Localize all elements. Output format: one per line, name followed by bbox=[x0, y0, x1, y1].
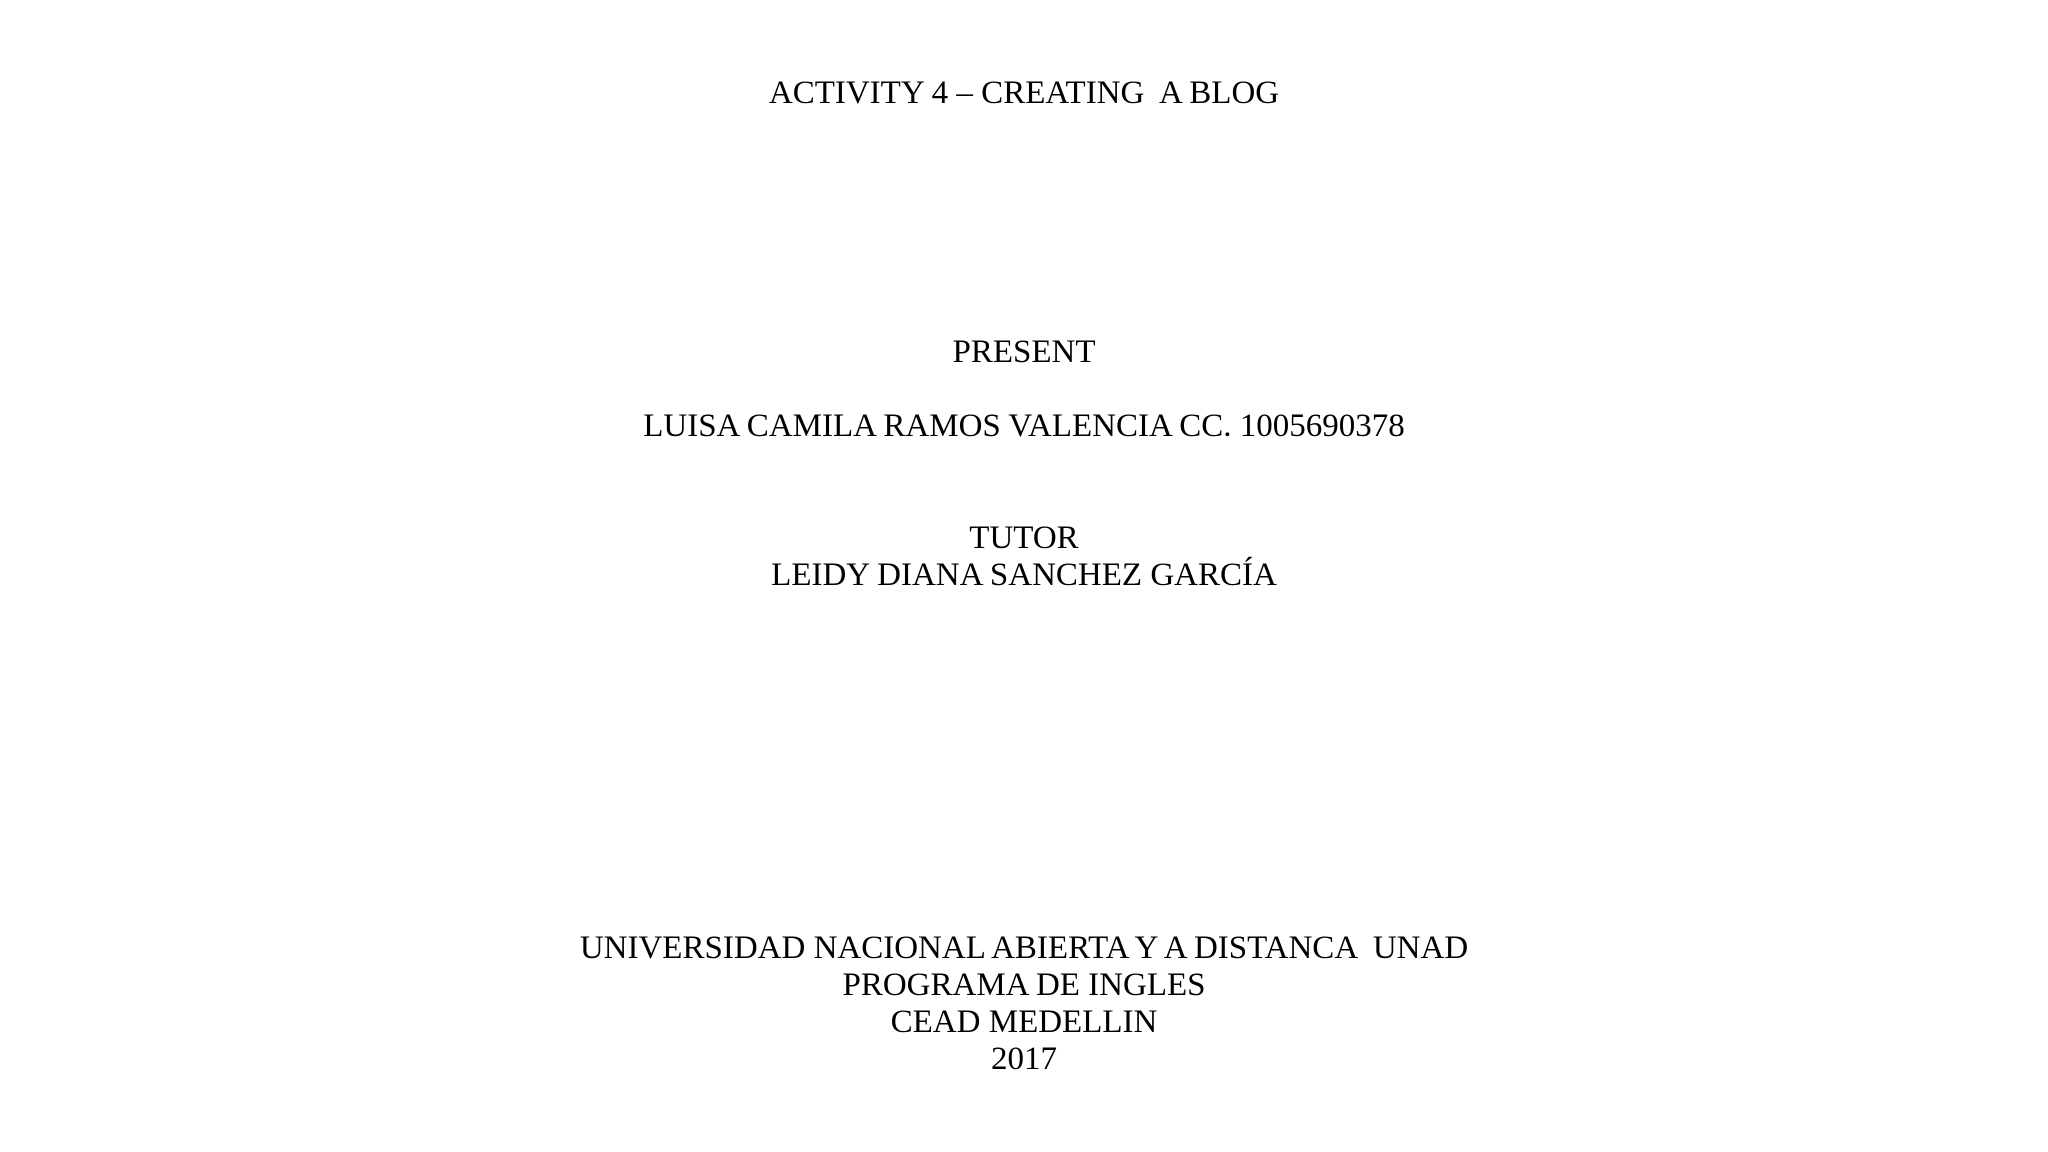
tutor-label: TUTOR bbox=[969, 520, 1079, 556]
student-name-and-id: LUISA CAMILA RAMOS VALENCIA CC. 1005690378 bbox=[643, 408, 1405, 444]
document-title: ACTIVITY 4 – CREATING A BLOG bbox=[768, 75, 1280, 111]
tutor-name: LEIDY DIANA SANCHEZ GARCÍA bbox=[771, 557, 1277, 593]
present-label: PRESENT bbox=[952, 334, 1096, 370]
institution-name: UNIVERSIDAD NACIONAL ABIERTA Y A DISTANCA UNAD bbox=[579, 930, 1469, 966]
center-name: CEAD MEDELLIN bbox=[890, 1004, 1158, 1040]
document-year: 2017 bbox=[991, 1041, 1057, 1077]
program-name: PROGRAMA DE INGLES bbox=[842, 967, 1206, 1003]
